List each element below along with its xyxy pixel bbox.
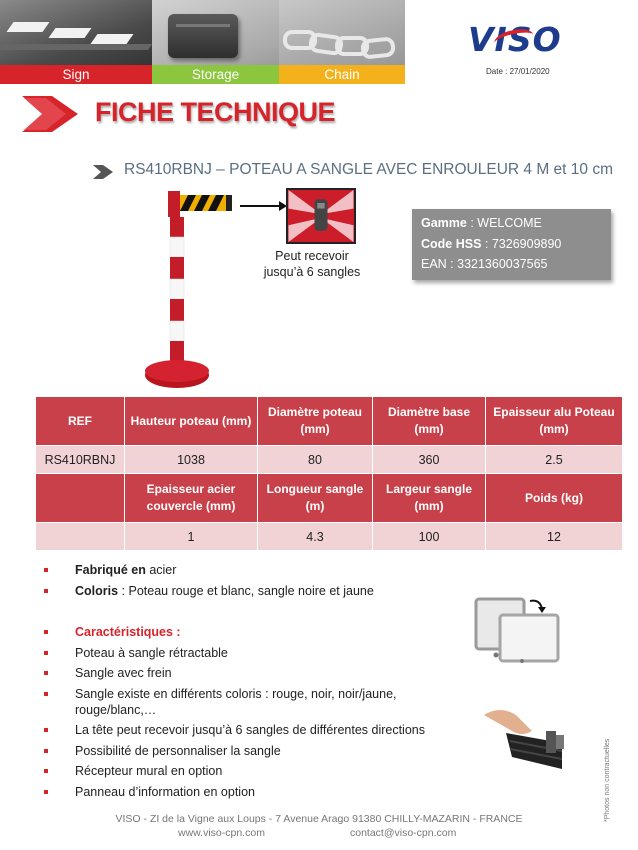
color-label: Coloris [75, 583, 119, 598]
info-hss [421, 234, 602, 255]
photo-disclaimer: *Photos non contractuelles [604, 738, 611, 822]
table-cell: 360 [373, 446, 486, 474]
capacity-note-line2: jusqu’à 6 sangles [263, 265, 361, 279]
table-header-cell: REF [36, 397, 125, 446]
list-item [44, 583, 464, 599]
banner-sign [0, 0, 152, 84]
info-gamme [421, 213, 602, 234]
post-illustration [140, 185, 240, 395]
specs-table [35, 396, 623, 551]
table-header-cell: Epaisseur acier couvercle (mm) [125, 474, 258, 523]
chain-link-icon [360, 36, 396, 59]
table-cell [36, 523, 125, 551]
banner-storage [152, 0, 279, 84]
banner-label-storage: Storage [152, 65, 279, 84]
banner-label-sign: Sign [0, 65, 152, 84]
hss-value: : 7326909890 [481, 236, 562, 251]
table-header-cell: Largeur sangle (mm) [373, 474, 486, 523]
table-cell: 1 [125, 523, 258, 551]
table-header-cell: Diamètre poteau (mm) [258, 397, 373, 446]
list-item: La tête peut recevoir jusqu’à 6 sangles de différentes directions [44, 722, 464, 738]
table-header-cell: Hauteur poteau (mm) [125, 397, 258, 446]
road-stripe [90, 34, 133, 44]
storage-case-icon [168, 14, 238, 58]
table-header-row [36, 397, 623, 446]
product-subtitle: RS410RBNJ – POTEAU A SANGLE AVEC ENROULEUR 4 M et 10 cm [124, 161, 613, 178]
capacity-note-line1: Peut recevoir [275, 249, 349, 263]
document-date: Date : 27/01/2020 [486, 67, 550, 76]
product-info-box [412, 209, 611, 280]
road-stripe [6, 22, 49, 32]
logo-text: VISO [468, 20, 562, 59]
list-item: Sangle existe en différents coloris : rouge, noir, noir/jaune, rouge/blanc,… [44, 686, 464, 718]
post-head-photo [286, 188, 356, 244]
list-item: Sangle avec frein [44, 665, 464, 681]
page-title: FICHE TECHNIQUE [95, 97, 336, 127]
table-header-cell: Poids (kg) [486, 474, 623, 523]
material-list [44, 562, 464, 603]
table-cell: 80 [258, 446, 373, 474]
list-item: Poteau à sangle rétractable [44, 645, 464, 661]
gamme-label: Gamme [421, 216, 467, 230]
table-header-cell: Longueur sangle (m) [258, 474, 373, 523]
table-row [36, 523, 623, 551]
footer-email-link[interactable]: contact@viso-cpn.com [350, 827, 457, 839]
footer-address: VISO - ZI de la Vigne aux Loups - 7 Avenue Arago 91380 CHILLY-MAZARIN - FRANCE [115, 813, 523, 825]
table-row [36, 446, 623, 474]
table-header-cell: Epaisseur alu Poteau (mm) [486, 397, 623, 446]
table-cell: 100 [373, 523, 486, 551]
viso-logo [468, 20, 580, 59]
table-cell: RS410RBNJ [36, 446, 125, 474]
color-value: : Poteau rouge et blanc, sangle noire et jaune [118, 583, 374, 598]
table-cell: 1038 [125, 446, 258, 474]
characteristics-title: Caractéristiques : [75, 625, 181, 639]
footer-website-link[interactable]: www.viso-cpn.com [178, 827, 265, 839]
table-cell: 4.3 [258, 523, 373, 551]
list-item: Panneau d’information en option [44, 784, 464, 800]
banner-label-chain: Chain [279, 65, 405, 84]
road-edge [0, 44, 152, 50]
list-item: Récepteur mural en option [44, 763, 464, 779]
banner-chain [279, 0, 405, 84]
capacity-note [256, 248, 368, 280]
table-cell: 2.5 [486, 446, 623, 474]
wall-receiver-photo [482, 705, 568, 775]
table-cell: 12 [486, 523, 623, 551]
chevron-right-icon [22, 96, 78, 132]
list-item: Possibilité de personnaliser la sangle [44, 743, 464, 759]
list-item [44, 624, 464, 640]
arrow-right-icon [93, 165, 113, 179]
table-header-cell [36, 474, 125, 523]
hss-label: Code HSS [421, 236, 482, 251]
arrow-line [240, 205, 282, 207]
gamme-value: : WELCOME [466, 216, 542, 230]
info-panel-photo [474, 595, 562, 665]
material-label: Fabriqué en [75, 563, 146, 577]
table-header-row [36, 474, 623, 523]
material-value: acier [145, 563, 177, 577]
characteristics-list [44, 624, 464, 804]
info-ean: EAN : 3321360037565 [421, 257, 548, 271]
table-header-cell: Diamètre base (mm) [373, 397, 486, 446]
header-banner [0, 0, 405, 84]
road-stripe [48, 28, 91, 38]
list-item [44, 562, 464, 578]
